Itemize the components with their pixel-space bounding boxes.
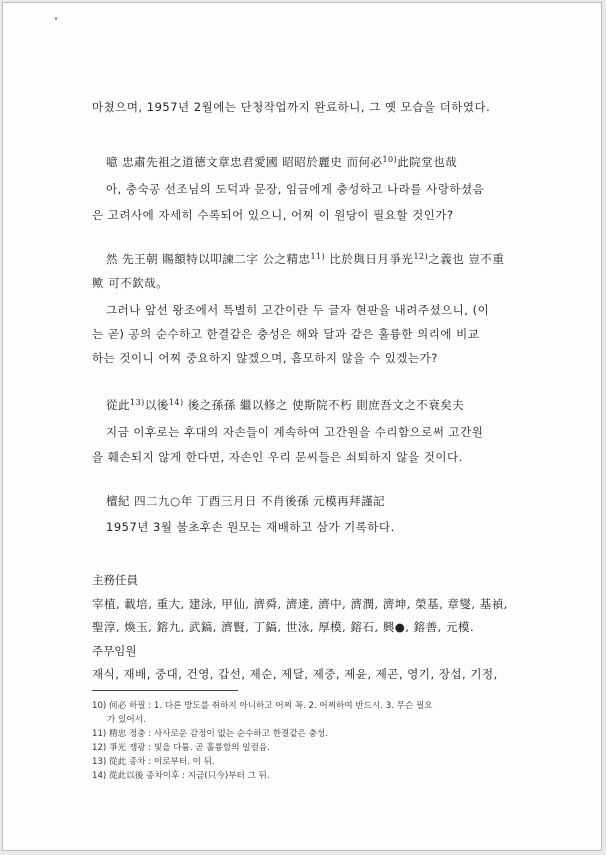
hanja-text: 從此 bbox=[106, 398, 130, 412]
staff-heading-hanja: 主務任員 bbox=[92, 573, 138, 587]
footnote: 12) 爭光 쟁광 : 빛을 다툼. 곧 훌륭함의 일컬음. bbox=[92, 743, 270, 753]
hanja-text: 比於與日月爭光 bbox=[325, 252, 414, 266]
paragraph-line: 는 곧) 공의 순수하고 한결같은 충성은 해와 달과 같은 훌륭한 의리에 비교 bbox=[92, 327, 480, 341]
paragraph-line: 은 고려사에 자세히 수록되어 있으니, 어찌 이 원당이 필요할 것인가? bbox=[92, 208, 454, 222]
footnote-ref: 10) bbox=[382, 155, 398, 164]
paragraph-line: 아, 충숙공 선조님의 도덕과 문장, 임금에게 충성하고 나라를 사랑하셨음 bbox=[106, 182, 485, 196]
hanja-line: 檀紀 四二九○年 丁酉三月日 不肖後孫 元模再拜謹記 bbox=[106, 494, 386, 508]
hanja-line: 歟 可不欽哉。 bbox=[92, 276, 169, 290]
hanja-line bbox=[106, 251, 504, 267]
paragraph-line: 하는 것이니 어찌 중요하지 않겠으며, 흠모하지 않을 수 있겠는가? bbox=[92, 351, 438, 365]
hanja-line bbox=[106, 154, 457, 170]
footnote-ref: 13) bbox=[130, 398, 145, 407]
footnote-ref: 14) bbox=[168, 398, 184, 407]
hanja-text: 後之孫孫 繼以修之 使斯院不朽 則庶吾文之不衰矣夫 bbox=[183, 398, 465, 412]
staff-names-hangul: 재식, 재배, 중대, 건영, 갑선, 제순, 제달, 제중, 제윤, 제곤, 영기, 장섭, 기정, bbox=[92, 667, 498, 681]
paragraph-line: 지금 이후로는 후대의 자손들이 계속하여 고간원을 수리함으로써 고간원 bbox=[106, 425, 484, 439]
hanja-text: 之義也 豈不重 bbox=[428, 252, 505, 266]
footnote: 13) 從此 종차 : 이로부터. 이 뒤. bbox=[92, 757, 215, 767]
footnote-divider bbox=[92, 690, 238, 691]
staff-names-hanja: 宰植, 載培, 重大, 建泳, 甲仙, 濟舜, 濟達, 濟中, 濟潤, 濟坤, 榮基, 章燮, 基禎, bbox=[92, 597, 508, 611]
hanja-text: 此院堂也哉 bbox=[397, 155, 458, 169]
footnote: 11) 精忠 정충 : 사사로운 감정이 없는 순수하고 한결같은 충성. bbox=[92, 729, 329, 739]
hanja-text: 噫 忠肅先祖之道德文章忠君愛國 昭昭於麗史 而何必 bbox=[106, 155, 383, 169]
hanja-line bbox=[106, 397, 464, 413]
footnote-ref: 12) bbox=[413, 252, 429, 261]
footnote: 10) 何必 하필 : 1. 다른 방도를 취하지 아니하고 어찌 꼭. 2. 어찌하여 반드시. 3. 무슨 필요 bbox=[92, 701, 433, 711]
paragraph-line: 을 훼손되지 않게 한다면, 자손인 우리 문씨들은 쇠퇴하지 않을 것이다. bbox=[92, 450, 463, 464]
footnote: 가 있어서. bbox=[107, 715, 146, 725]
paragraph-line: 마쳤으며, 1957년 2월에는 단청작업까지 완료하니, 그 옛 모습을 더하였다. bbox=[92, 100, 491, 114]
footnote: 14) 從此以後 종차이후 : 지금(只今)부터 그 뒤. bbox=[92, 771, 270, 781]
hanja-text: 以後 bbox=[144, 398, 169, 412]
paragraph-line: 1957년 3월 불초후손 원모는 재배하고 삼가 기록하다. bbox=[106, 520, 395, 534]
staff-heading-hangul: 주무임원 bbox=[92, 644, 137, 658]
hanja-text: 然 先王朝 賜額特以叩諫二字 公之精忠 bbox=[106, 252, 311, 266]
scan-mark bbox=[55, 17, 57, 20]
footnote-ref: 11) bbox=[310, 252, 326, 261]
document-page bbox=[2, 2, 602, 851]
staff-names-hanja: 聖淳, 煥玉, 鎔九, 武鎬, 濟賢, 丁鎬, 世泳, 厚模, 鎔石, 興●, 鎔善, 元模. bbox=[92, 620, 475, 634]
paragraph-line: 그러나 앞선 왕조에서 특별히 고간이란 두 글자 현판을 내려주셨으니, (이 bbox=[106, 303, 490, 317]
